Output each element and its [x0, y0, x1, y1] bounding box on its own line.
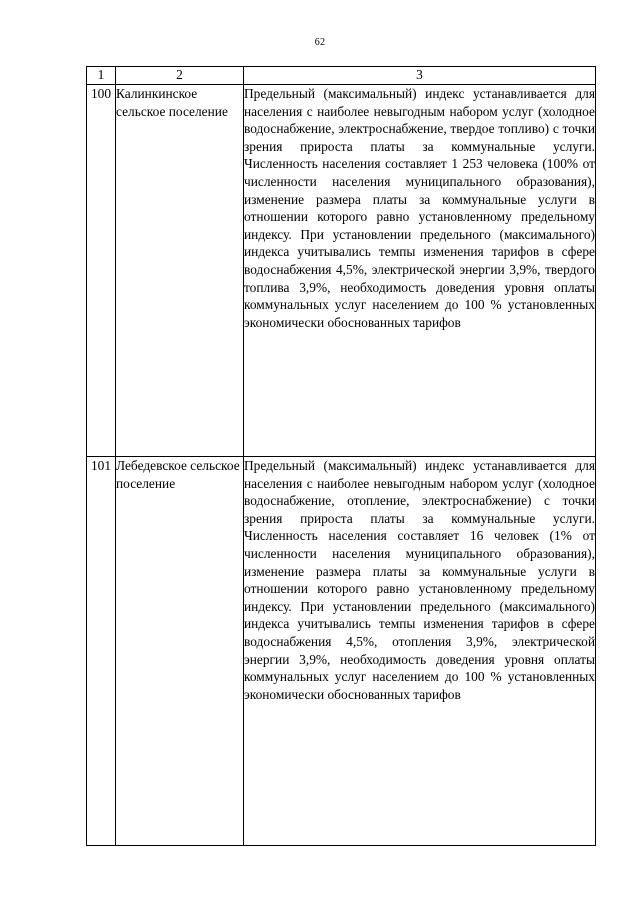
table-header-row	[87, 67, 596, 85]
row-number: 101	[87, 457, 116, 846]
settlement-name: Лебедевское сельское поселение	[116, 457, 244, 846]
tariff-index-table	[86, 66, 596, 846]
settlement-name: Калинкинское сельское поселение	[116, 85, 244, 457]
column-header-settlement: 2	[116, 67, 244, 85]
page-number: 62	[314, 37, 326, 48]
table-row	[87, 457, 596, 846]
index-description: Предельный (максимальный) индекс устанавливается для населения с наиболее невыгодным набором услуг (холодное водоснабжение, отопление, электроснабжение) с точки зрения прироста платы за коммунальные услуги. Численность населения составляет 16 человек (1% от численности населения муниципального образования), изменение размера платы за коммунальные услуги в отношении которого равно установленному предельному индексу. При установлении предельного (максимального) индекса учитывались темпы изменения тарифов в сфере водоснабжения 4,5%, отопления 3,9%, электрической энергии 3,9%, необходимость доведения уровня оплаты коммунальных услуг населением до 100 % установленных экономически обоснованных тарифов	[244, 457, 596, 846]
index-description: Предельный (максимальный) индекс устанавливается для населения с наиболее невыгодным набором услуг (холодное водоснабжение, электроснабжение, твердое топливо) с точки зрения прироста платы за коммунальные услуги. Численность населения составляет 1 253 человека (100% от численности населения муниципального образования), изменение размера платы за коммунальные услуги в отношении которого равно установленному предельному индексу. При установлении предельного (максимального) индекса учитывались темпы изменения тарифов в сфере водоснабжения 4,5%, электрической энергии 3,9%, твердого топлива 3,9%, необходимость доведения уровня оплаты коммунальных услуг населением до 100 % установленных экономически обоснованных тарифов	[244, 85, 596, 457]
column-header-number: 1	[87, 67, 116, 85]
column-header-description: 3	[244, 67, 596, 85]
table-row	[87, 85, 596, 457]
row-number: 100	[87, 85, 116, 457]
